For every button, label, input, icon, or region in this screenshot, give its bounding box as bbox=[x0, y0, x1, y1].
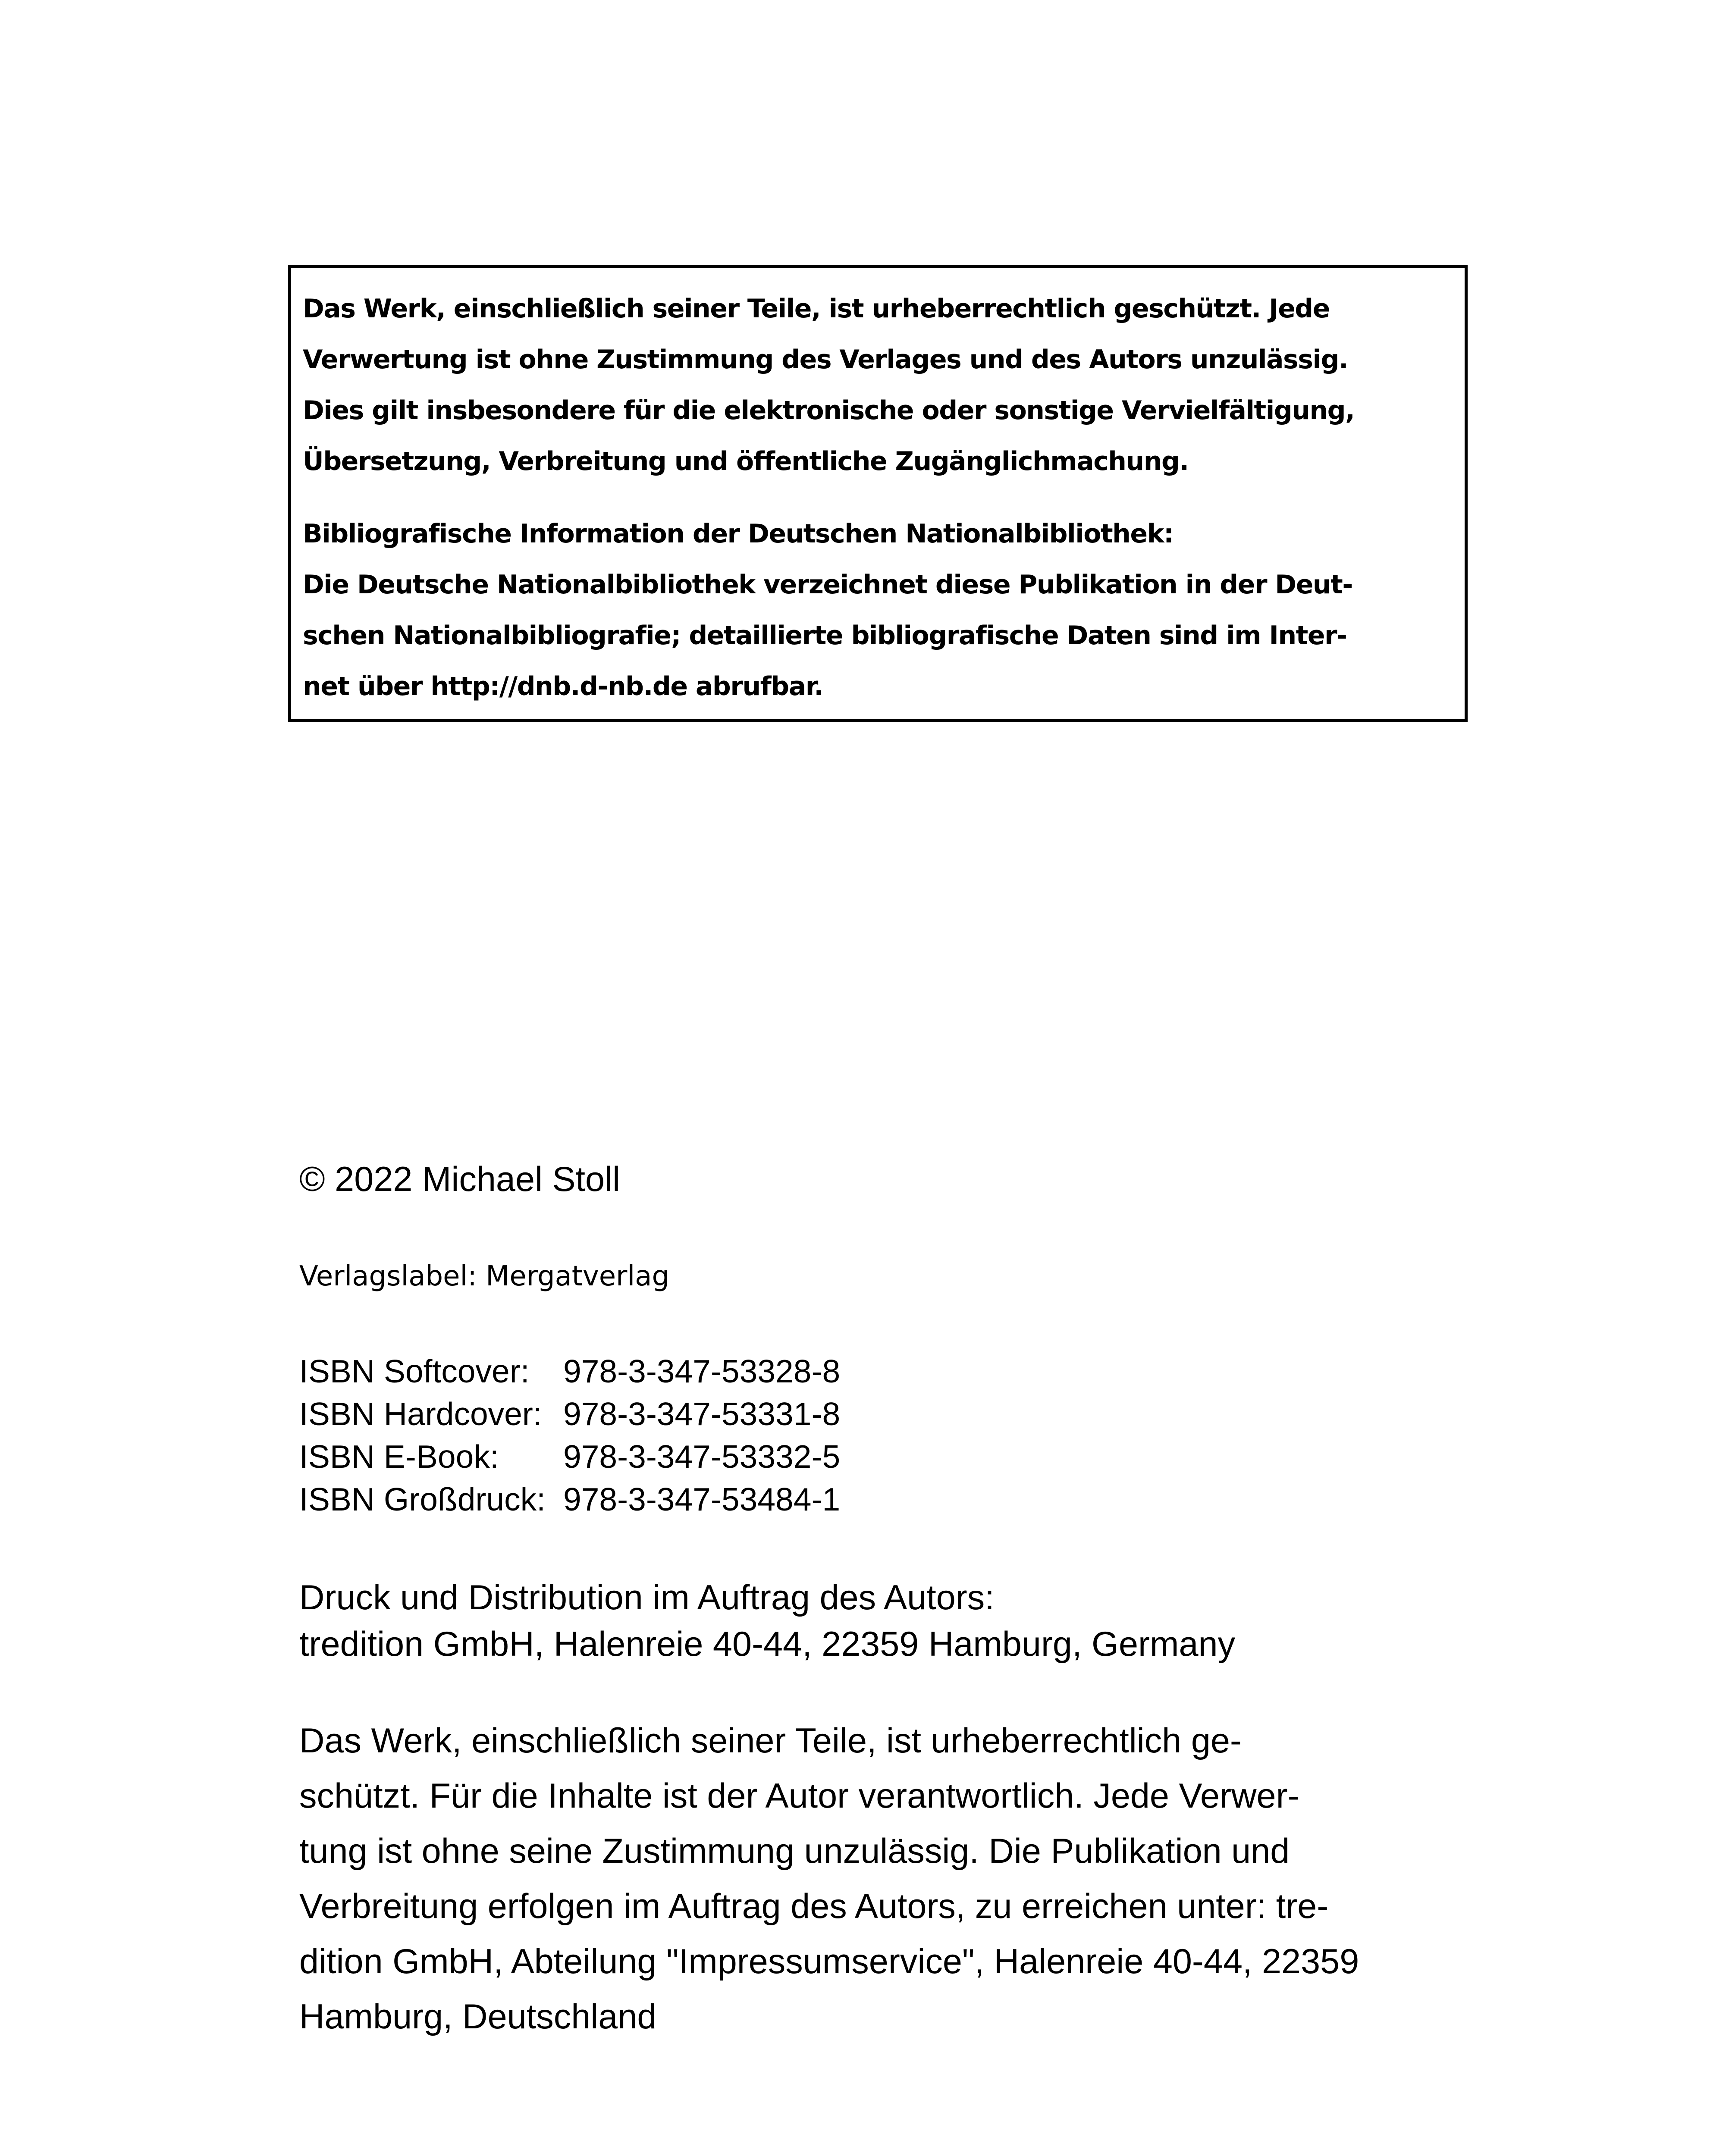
isbn-row-ebook bbox=[299, 1435, 840, 1478]
notice-line: Das Werk, einschließlich seiner Teile, ist urheberrechtlich geschützt. Jede bbox=[303, 294, 1330, 324]
isbn-number: 978-3-347-53331-8 bbox=[563, 1396, 841, 1432]
publisher-label: Verlagslabel: Mergatverlag bbox=[299, 1260, 670, 1292]
copyright-notice-box bbox=[288, 265, 1468, 722]
isbn-number: 978-3-347-53484-1 bbox=[563, 1481, 841, 1517]
bibliographic-heading: Bibliografische Information der Deutschen Nationalbibliothek: bbox=[303, 519, 1173, 549]
isbn-label: ISBN E-Book: bbox=[299, 1438, 499, 1475]
notice-line: Verwertung ist ohne Zustimmung des Verlages und des Autors unzulässig. bbox=[303, 345, 1348, 375]
copyright-line: © 2022 Michael Stoll bbox=[299, 1160, 621, 1199]
isbn-row-hardcover bbox=[299, 1393, 840, 1435]
legal-line: dition GmbH, Abteilung "Impressumservice", Halenreie 40-44, 22359 bbox=[299, 1942, 1359, 1981]
isbn-label: ISBN Softcover: bbox=[299, 1353, 530, 1389]
isbn-list bbox=[299, 1350, 840, 1521]
notice-line: schen Nationalbibliografie; detaillierte bibliografische Daten sind im Inter- bbox=[303, 620, 1347, 651]
legal-line: Hamburg, Deutschland bbox=[299, 1997, 657, 2036]
notice-line: Dies gilt insbesondere für die elektronische oder sonstige Vervielfältigung, bbox=[303, 395, 1355, 426]
legal-line: Das Werk, einschließlich seiner Teile, ist urheberrechtlich ge- bbox=[299, 1721, 1242, 1760]
legal-line: tung ist ohne seine Zustimmung unzulässig. Die Publikation und bbox=[299, 1832, 1290, 1871]
notice-line: Übersetzung, Verbreitung und öffentliche Zugänglichmachung. bbox=[303, 446, 1189, 476]
isbn-label: ISBN Großdruck: bbox=[299, 1481, 546, 1517]
isbn-number: 978-3-347-53332-5 bbox=[563, 1438, 841, 1475]
notice-line: Die Deutsche Nationalbibliothek verzeichnet diese Publikation in der Deut- bbox=[303, 570, 1352, 600]
paragraph-spacer bbox=[303, 487, 1465, 508]
isbn-row-softcover bbox=[299, 1350, 840, 1393]
notice-line: net über http://dnb.d-nb.de abrufbar. bbox=[303, 671, 823, 702]
legal-line: Verbreitung erfolgen im Auftrag des Autors, zu erreichen unter: tre- bbox=[299, 1887, 1329, 1926]
legal-line: schützt. Für die Inhalte ist der Autor verantwortlich. Jede Verwer- bbox=[299, 1777, 1299, 1815]
isbn-label: ISBN Hardcover: bbox=[299, 1396, 542, 1432]
isbn-number: 978-3-347-53328-8 bbox=[563, 1353, 841, 1389]
legal-statement bbox=[299, 1713, 1359, 2044]
distribution-line: Druck und Distribution im Auftrag des Autors: bbox=[299, 1578, 995, 1617]
distribution-line: tredition GmbH, Halenreie 40-44, 22359 Hamburg, Germany bbox=[299, 1625, 1236, 1664]
distribution-info bbox=[299, 1574, 1235, 1667]
isbn-row-large-print bbox=[299, 1478, 840, 1521]
